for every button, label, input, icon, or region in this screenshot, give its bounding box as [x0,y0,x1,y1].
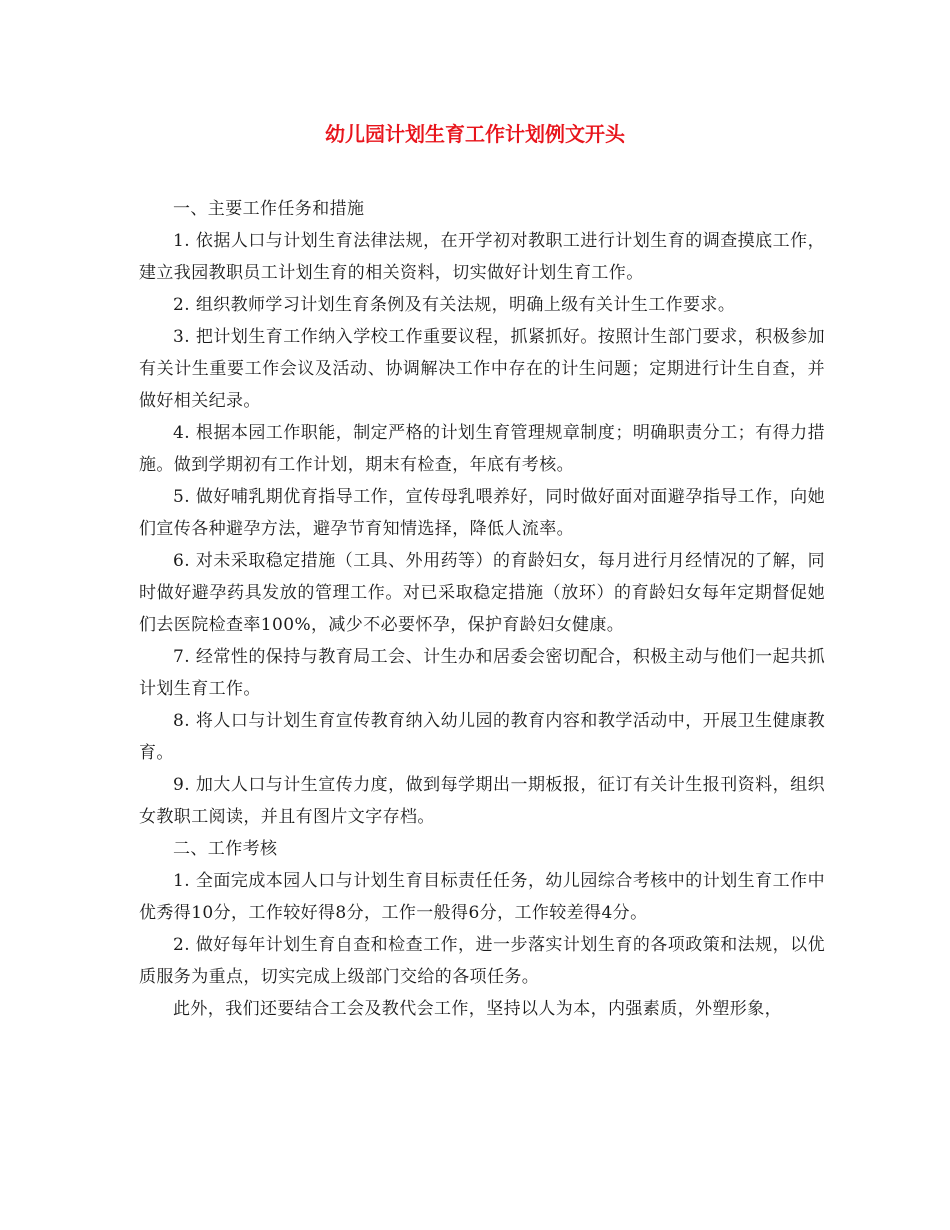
paragraph-item-5: 5. 做好哺乳期优育指导工作，宣传母乳喂养好，同时做好面对面避孕指导工作，向她们宣传各种避孕方法，避孕节育知情选择，降低人流率。 [139,487,825,539]
paragraph-item-6: 6. 对未采取稳定措施（工具、外用药等）的育龄妇女，每月进行月经情况的了解，同时做好避孕药具发放的管理工作。对已采取稳定措施（放环）的育龄妇女每年定期督促她们去医院检查率100%，减少不必要怀孕，保护育龄妇女健康。 [139,551,825,635]
paragraph-item-4: 4. 根据本园工作职能，制定严格的计划生育管理规章制度；明确职责分工；有得力措施。做到学期初有工作计划，期末有检查，年底有考核。 [139,423,825,475]
paragraph-item-1: 1. 依据人口与计划生育法律法规，在开学初对教职工进行计划生育的调查摸底工作，建立我园教职员工计划生育的相关资料，切实做好计划生育工作。 [139,231,825,283]
paragraph-item-2: 2. 组织教师学习计划生育条例及有关法规，明确上级有关计生工作要求。 [173,295,736,315]
paragraph-item-9: 9. 加大人口与计生宣传力度，做到每学期出一期板报，征订有关计生报刊资料，组织女教职工阅读，并且有图片文字存档。 [139,775,825,827]
section-heading-assessment: 二、工作考核 [173,839,278,859]
document-body [139,193,825,1025]
section-heading-tasks: 一、主要工作任务和措施 [173,199,365,219]
document-title: 幼儿园计划生育工作计划例文开头 [325,122,625,146]
paragraph-closing: 此外，我们还要结合工会及教代会工作，坚持以人为本，内强素质，外塑形象， [173,999,782,1019]
paragraph-item-8: 8. 将人口与计划生育宣传教育纳入幼儿园的教育内容和教学活动中，开展卫生健康教育。 [139,711,825,763]
paragraph-item-3: 3. 把计划生育工作纳入学校工作重要议程，抓紧抓好。按照计生部门要求，积极参加有关计生重要工作会议及活动、协调解决工作中存在的计生问题；定期进行计生自查，并做好相关纪录。 [139,327,825,411]
paragraph-assessment-2: 2. 做好每年计划生育自查和检查工作，进一步落实计划生育的各项政策和法规，以优质服务为重点，切实完成上级部门交给的各项任务。 [139,935,825,987]
paragraph-item-7: 7. 经常性的保持与教育局工会、计生办和居委会密切配合，积极主动与他们一起共抓计划生育工作。 [139,647,825,699]
paragraph-assessment-1: 1. 全面完成本园人口与计划生育目标责任任务，幼儿园综合考核中的计划生育工作中优秀得10分，工作较好得8分，工作一般得6分，工作较差得4分。 [139,871,825,923]
